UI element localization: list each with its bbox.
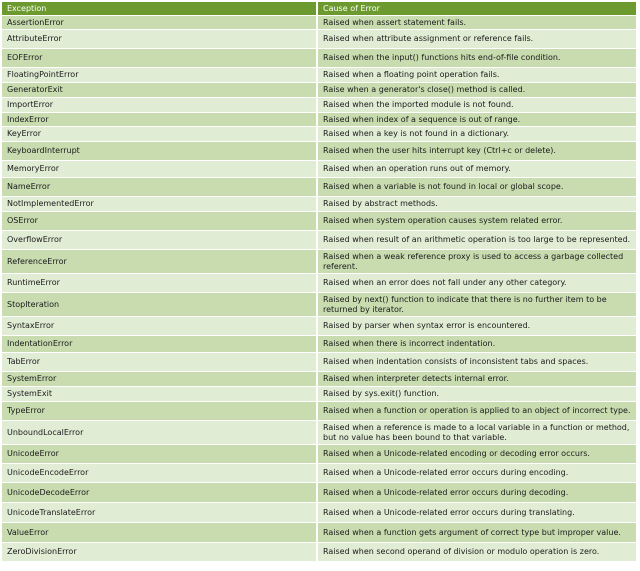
cause-cell: Raised when index of a sequence is out of range.: [318, 113, 636, 127]
cause-cell: Raised when a weak reference proxy is used to access a garbage collected referent.: [318, 250, 636, 274]
cause-cell: Raised when system operation causes system related error.: [318, 212, 636, 231]
exception-name-cell: NameError: [2, 178, 318, 197]
table-row: [2, 293, 636, 317]
table-row: [2, 402, 636, 421]
exception-name-cell: SyntaxError: [2, 317, 318, 336]
header-cause: Cause of Error: [318, 2, 636, 16]
exception-name-cell: TabError: [2, 353, 318, 372]
table-row: [2, 250, 636, 274]
exception-name-cell: ValueError: [2, 523, 318, 543]
cause-cell: Raised when indentation consists of inconsistent tabs and spaces.: [318, 353, 636, 372]
table-row: [2, 274, 636, 293]
cause-cell: Raised when interpreter detects internal error.: [318, 372, 636, 387]
exception-name-cell: OSError: [2, 212, 318, 231]
table-row: [2, 197, 636, 212]
exception-name-cell: GeneratorExit: [2, 83, 318, 98]
cause-cell: Raised when a Unicode-related error occurs during translating.: [318, 503, 636, 523]
table-row: [2, 178, 636, 197]
exception-name-cell: AssertionError: [2, 16, 318, 30]
cause-cell: Raised when an error does not fall under any other category.: [318, 274, 636, 293]
exception-name-cell: FloatingPointError: [2, 68, 318, 83]
table-row: [2, 543, 636, 562]
exception-name-cell: AttributeError: [2, 30, 318, 49]
table-row: [2, 372, 636, 387]
table-row: [2, 336, 636, 353]
table-header-row: [2, 2, 636, 16]
cause-cell: Raised when the imported module is not found.: [318, 98, 636, 113]
cause-cell: Raised when result of an arithmetic operation is too large to be represented.: [318, 231, 636, 250]
cause-cell: Raised when the input() functions hits end-of-file condition.: [318, 49, 636, 68]
exception-name-cell: EOFError: [2, 49, 318, 68]
table-row: [2, 483, 636, 503]
exception-name-cell: UnicodeError: [2, 445, 318, 464]
exception-name-cell: ZeroDivisionError: [2, 543, 318, 562]
table-row: [2, 83, 636, 98]
exception-name-cell: KeyboardInterrupt: [2, 142, 318, 161]
exception-name-cell: TypeError: [2, 402, 318, 421]
cause-cell: Raised by parser when syntax error is encountered.: [318, 317, 636, 336]
cause-cell: Raised when a key is not found in a dictionary.: [318, 127, 636, 142]
table-row: [2, 127, 636, 142]
table-row: [2, 464, 636, 483]
table-row: [2, 353, 636, 372]
cause-cell: Raised when a function gets argument of correct type but improper value.: [318, 523, 636, 543]
header-exception: Exception: [2, 2, 318, 16]
cause-cell: Raised when a floating point operation fails.: [318, 68, 636, 83]
table-row: [2, 523, 636, 543]
table-body: [2, 16, 636, 562]
exception-name-cell: ImportError: [2, 98, 318, 113]
table-row: [2, 113, 636, 127]
cause-cell: Raised when second operand of division or modulo operation is zero.: [318, 543, 636, 562]
exception-name-cell: UnicodeTranslateError: [2, 503, 318, 523]
cause-cell: Raised when assert statement fails.: [318, 16, 636, 30]
exception-name-cell: NotImplementedError: [2, 197, 318, 212]
exception-name-cell: ReferenceError: [2, 250, 318, 274]
exception-name-cell: KeyError: [2, 127, 318, 142]
exception-name-cell: RuntimeError: [2, 274, 318, 293]
exception-name-cell: UnboundLocalError: [2, 421, 318, 445]
table-row: [2, 30, 636, 49]
exception-name-cell: MemoryError: [2, 161, 318, 178]
cause-cell: Raised when a Unicode-related error occurs during decoding.: [318, 483, 636, 503]
cause-cell: Raised when attribute assignment or reference fails.: [318, 30, 636, 49]
table-row: [2, 317, 636, 336]
cause-cell: Raised when a reference is made to a local variable in a function or method, but no value has been bound to that variable.: [318, 421, 636, 445]
cause-cell: Raised by next() function to indicate that there is no further item to be returned by iterator.: [318, 293, 636, 317]
cause-cell: Raised by sys.exit() function.: [318, 387, 636, 402]
table-row: [2, 503, 636, 523]
table-row: [2, 98, 636, 113]
exception-name-cell: SystemError: [2, 372, 318, 387]
cause-cell: Raise when a generator's close() method is called.: [318, 83, 636, 98]
cause-cell: Raised when a variable is not found in local or global scope.: [318, 178, 636, 197]
table-row: [2, 231, 636, 250]
table-row: [2, 421, 636, 445]
table-row: [2, 445, 636, 464]
cause-cell: Raised when a Unicode-related error occurs during encoding.: [318, 464, 636, 483]
table-row: [2, 16, 636, 30]
exception-name-cell: IndexError: [2, 113, 318, 127]
cause-cell: Raised by abstract methods.: [318, 197, 636, 212]
cause-cell: Raised when the user hits interrupt key (Ctrl+c or delete).: [318, 142, 636, 161]
exception-name-cell: UnicodeEncodeError: [2, 464, 318, 483]
cause-cell: Raised when a Unicode-related encoding or decoding error occurs.: [318, 445, 636, 464]
cause-cell: Raised when a function or operation is applied to an object of incorrect type.: [318, 402, 636, 421]
table-row: [2, 68, 636, 83]
table-row: [2, 161, 636, 178]
exception-name-cell: SystemExit: [2, 387, 318, 402]
cause-cell: Raised when an operation runs out of memory.: [318, 161, 636, 178]
exception-name-cell: OverflowError: [2, 231, 318, 250]
exception-name-cell: UnicodeDecodeError: [2, 483, 318, 503]
table-row: [2, 49, 636, 68]
exception-name-cell: StopIteration: [2, 293, 318, 317]
table-row: [2, 387, 636, 402]
table-row: [2, 212, 636, 231]
exceptions-table: [2, 2, 636, 562]
cause-cell: Raised when there is incorrect indentation.: [318, 336, 636, 353]
exception-name-cell: IndentationError: [2, 336, 318, 353]
table-row: [2, 142, 636, 161]
